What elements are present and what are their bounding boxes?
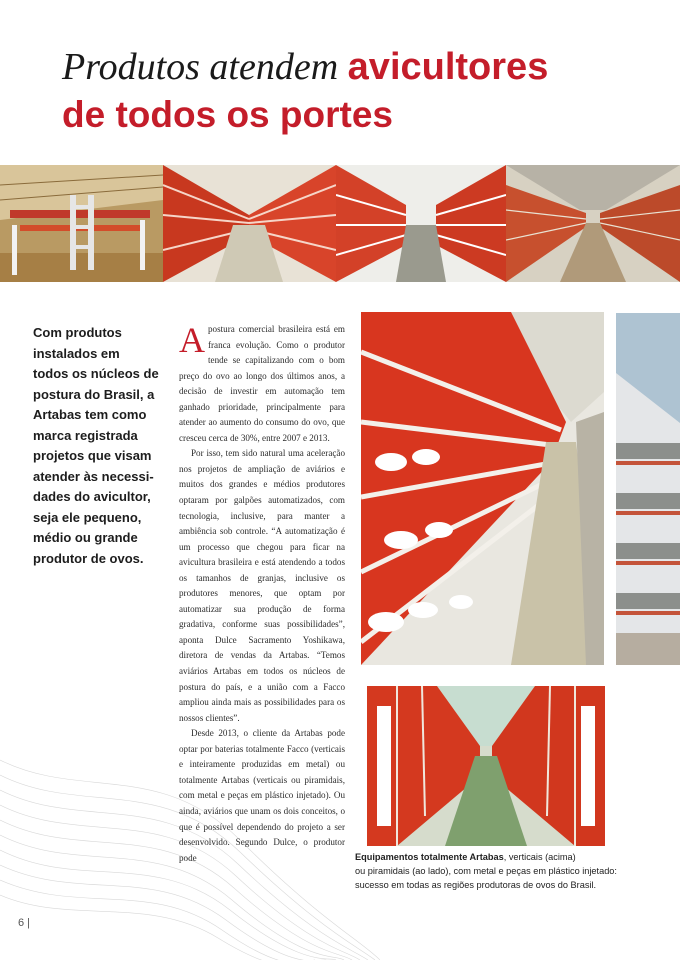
photo-pyramidal-cages [367, 686, 605, 846]
photo-right-cages [616, 313, 680, 665]
intro-line: instalados em [33, 345, 120, 361]
intro-line: projetos que visam [33, 448, 152, 463]
strip-photo-1 [0, 165, 163, 282]
drop-cap: A [179, 320, 205, 360]
intro-line: Com produtos [33, 325, 122, 340]
page-title [62, 44, 548, 140]
intro-line: produtor de ovos. [33, 550, 144, 566]
intro-line: médio ou grande [33, 530, 138, 545]
article-paragraph: Por isso, tem sido natural uma aceleração nos projetos de ampliação de aviários e muitos dos grandes e médios produtores optaram por galpões automatizados, com tecnologia, inclusive, para manter a ambiência sob controle. “A automatização é um processo que chegou para ficar na avicultura brasileira e está atendendo a todos os tamanhos de granjas, inclusive os produtores menores, que optam por automatizar sua produção de forma gradativa, conforme suas possibilidades”, aponta Dulce Sacramento Yoshikawa, diretora de vendas da Artabas. “Temos aviários Artabas em todos os núcleos de postura do país, e a união com a Facco ampliou ainda mais as possibilidades para os nossos clientes”. [179, 448, 345, 723]
intro-line: Artabas tem como [33, 407, 147, 422]
intro-line: atender às necessi- [33, 468, 154, 484]
article-paragraph-text: postura comercial brasileira está em franca evolução. Como o produtor tende se capitalizando com o bom preço do ovo ao longo dos últimos anos, a decisão de investir em automação tem ganhado prioridade, principalmente para atender ao aumento do consumo do ovo, que cresceu cerca de 30%, entre 2007 e 2013. [179, 324, 345, 443]
title-highlight: avicultores [347, 46, 549, 88]
article-paragraph: Desde 2013, o cliente da Artabas pode optar por baterias totalmente Facco (verticais e inteiramente produzidas em metal) ou totalmente Artabas (verticais ou piramidais, com metal e peças em plástico injetado). Ou ainda, aviários que unam os dois conceitos, o que é possível dependendo do projeto a ser desenvolvido. Segundo Dulce, o produtor pode [179, 728, 345, 863]
intro-line: dades do avicultor, [33, 489, 151, 504]
photo-caption [355, 850, 655, 892]
title-line-2: de todos os portes [62, 94, 393, 135]
intro-line: seja ele pequeno, [33, 509, 142, 525]
intro-line: marca registrada [33, 427, 138, 443]
article-body [179, 322, 345, 866]
title-italic: Produtos atendem [62, 46, 339, 88]
caption-line-1: , verticais (acima) [503, 852, 576, 862]
strip-photo-4 [506, 165, 680, 282]
intro-lead [33, 323, 168, 569]
caption-line-3: sucesso em todas as regiões produtoras de ovos do Brasil. [355, 880, 597, 890]
strip-photo-2 [163, 165, 336, 282]
photo-vertical-cages [361, 312, 604, 665]
intro-line: todos os núcleos de [33, 366, 159, 381]
intro-line: postura do Brasil, a [33, 386, 155, 402]
article-paragraph [179, 322, 345, 446]
page-number: 6 | [18, 917, 31, 929]
strip-photo-3 [336, 165, 506, 282]
caption-bold: Equipamentos totalmente Artabas [355, 852, 504, 862]
caption-line-2: ou piramidais (ao lado), com metal e peças em plástico injetado: [355, 866, 617, 876]
